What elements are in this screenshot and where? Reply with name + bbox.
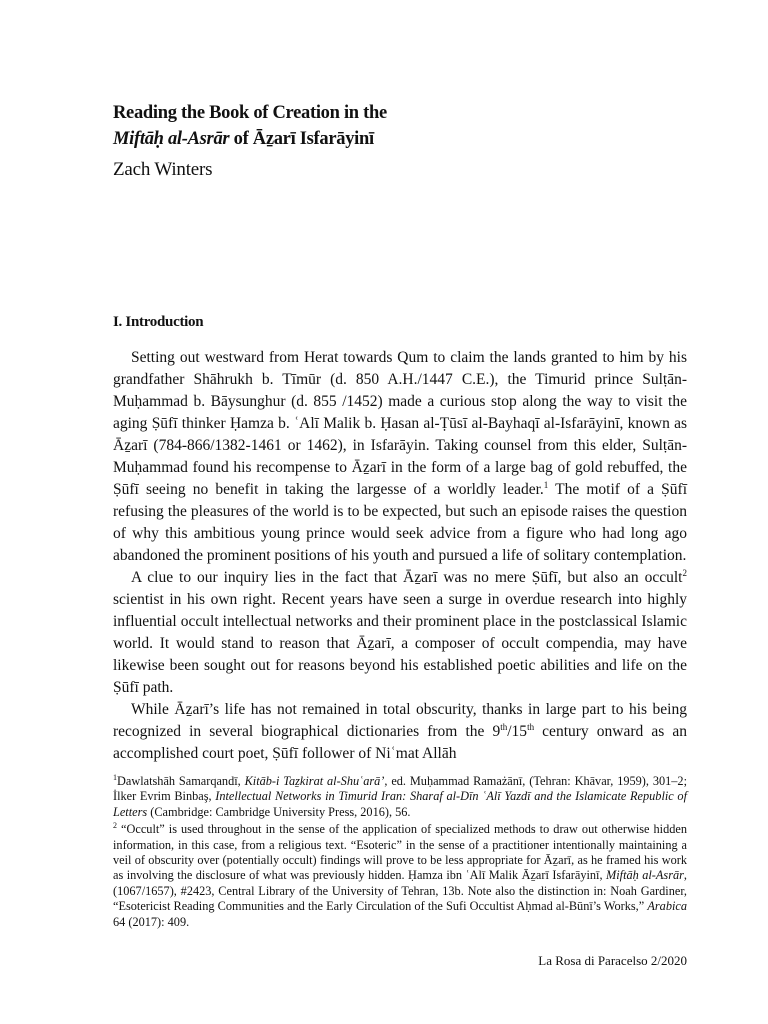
paragraph-2-text-b: scientist in his own right. Recent years have seen a surge in overdue research into highly influential occult intellectual networks and their prominent place in the postclassical Islamic world. It would stand to reason that Āẕarī, a composer of occult compendia, may have likewise been sought out for reasons beyond his established poetic abilities and life on the Ṣūfī path. xyxy=(113,591,687,696)
footnote-2-title-2: Arabica xyxy=(647,899,687,914)
superscript-th-1: th xyxy=(500,721,508,732)
footnote-ref-2: 2 xyxy=(682,567,687,578)
footnote-1-title-1: Kitāb-i Taẕkirat al-Shuʿarā’ xyxy=(244,774,385,788)
title-line-2-rest: of Āẕarī Isfarāyinī xyxy=(229,129,374,149)
footnote-2 xyxy=(113,822,687,930)
title-italic-work: Miftāḥ al-Asrār xyxy=(113,129,230,149)
footnote-ref-1: 1 xyxy=(543,479,549,490)
footnote-2-number: 2 xyxy=(113,821,117,831)
paragraph-3-text-a: While Āẕarī’s life has not remained in total obscurity, thanks in large part to his being recognized in several biographical dictionaries from the 9 xyxy=(113,701,687,740)
paragraph-3-text-c: century onward as an accomplished court poet, Ṣūfī follower of Niʿmat Allāh xyxy=(113,723,687,762)
paragraph-1-text-a: Setting out westward from Herat towards Qum to claim the lands granted to him by his grandfather Shāhrukh b. Tīmūr (d. 850 A.H./1447 C.E.), the Timurid prince Sulṭān-Muḥammad b. Bāysunghur (d. 855 /1452) made a curious stop along the way to visit the aging Ṣūfī thinker Ḥamza b. ʿAlī Malik b. Ḥasan al-Ṭūsī al-Bayhaqī al-Isfarāyinī, known as Āẕarī (784-866/1382-1461 or 1462), in Isfarāyin. Taking counsel from this elder, Sulṭān-Muḥammad found his recompense to Āẕarī in the form of a large bag of gold rebuffed, the Ṣūfī seeing no benefit in taking the largesse of a worldly leader. xyxy=(113,349,687,498)
footnote-2-text-a: “Occult” is used throughout in the sense of the application of specialized methods to draw out otherwise hidden information, in this case, from a religious text. “Esoteric” in the sense of a practitioner intentionally maintaining a veil of obscurity over (potentially occult) findings will prove to be less appropriate for Āẕarī, as he framed his work as involving the disclosure of what was previously hidden. Ḥamza ibn ʿAlī Malik Āẕarī Isfarāyinī, xyxy=(113,822,687,883)
footnote-1-text-c: (Cambridge: Cambridge University Press, 2016), 56. xyxy=(147,804,411,819)
paragraph-1 xyxy=(113,347,687,567)
footnote-1-text-a: Dawlatshāh Samarqandī, xyxy=(117,774,245,788)
paragraph-2 xyxy=(113,567,687,699)
paragraph-2-text-a: A clue to our inquiry lies in the fact that Āẕarī was no mere Ṣūfī, but also an occult xyxy=(131,569,683,586)
body-text xyxy=(113,347,687,765)
footnote-1 xyxy=(113,774,687,820)
footnote-2-text-c: 64 (2017): 409. xyxy=(113,914,190,929)
footnote-2-title-1: Miftāḥ al-Asrār xyxy=(606,868,684,883)
paragraph-1-text-b: The motif of a Ṣūfī refusing the pleasures of the world is to be expected, but such an episode raises the question of why this ambitious young prince would seek advice from a figure who had long ago abandoned the prominent positions of his youth and pursued a life of solitary contemplation. xyxy=(113,481,688,564)
footnote-1-number: 1 xyxy=(113,772,117,782)
section-heading: I. Introduction xyxy=(113,314,204,330)
footnote-1-title-2: Intellectual Networks in Timurid Iran: Sharaf al-Dīn ʿAlī Yazdī and the Islamicate Republic of Letters xyxy=(113,789,687,819)
paragraph-3 xyxy=(113,699,687,765)
article-title xyxy=(113,100,673,152)
superscript-th-2: th xyxy=(527,721,535,732)
footnotes xyxy=(113,774,687,930)
footnote-2-text-b: , (1067/1657), #2423, Central Library of the University of Tehran, 13b. Note also the distinction in: Noah Gardiner, “Esotericist Reading Communities and the Early Circulation of the Sufi Occultist Aḥmad al-Būnī’s Works,” xyxy=(113,868,687,914)
footnote-1-text-b: , ed. Muḥammad Ramażānī, (Tehran: Khāvar, 1959), 301–2; İlker Evrim Binbaş, xyxy=(113,774,687,804)
title-line-2 xyxy=(113,126,673,152)
footnote-divider xyxy=(113,763,233,764)
journal-footer: La Rosa di Paracelso 2/2020 xyxy=(538,953,687,968)
author-name: Zach Winters xyxy=(113,159,213,180)
title-line-1: Reading the Book of Creation in the xyxy=(113,103,387,123)
paragraph-3-text-b: /15 xyxy=(507,723,528,740)
